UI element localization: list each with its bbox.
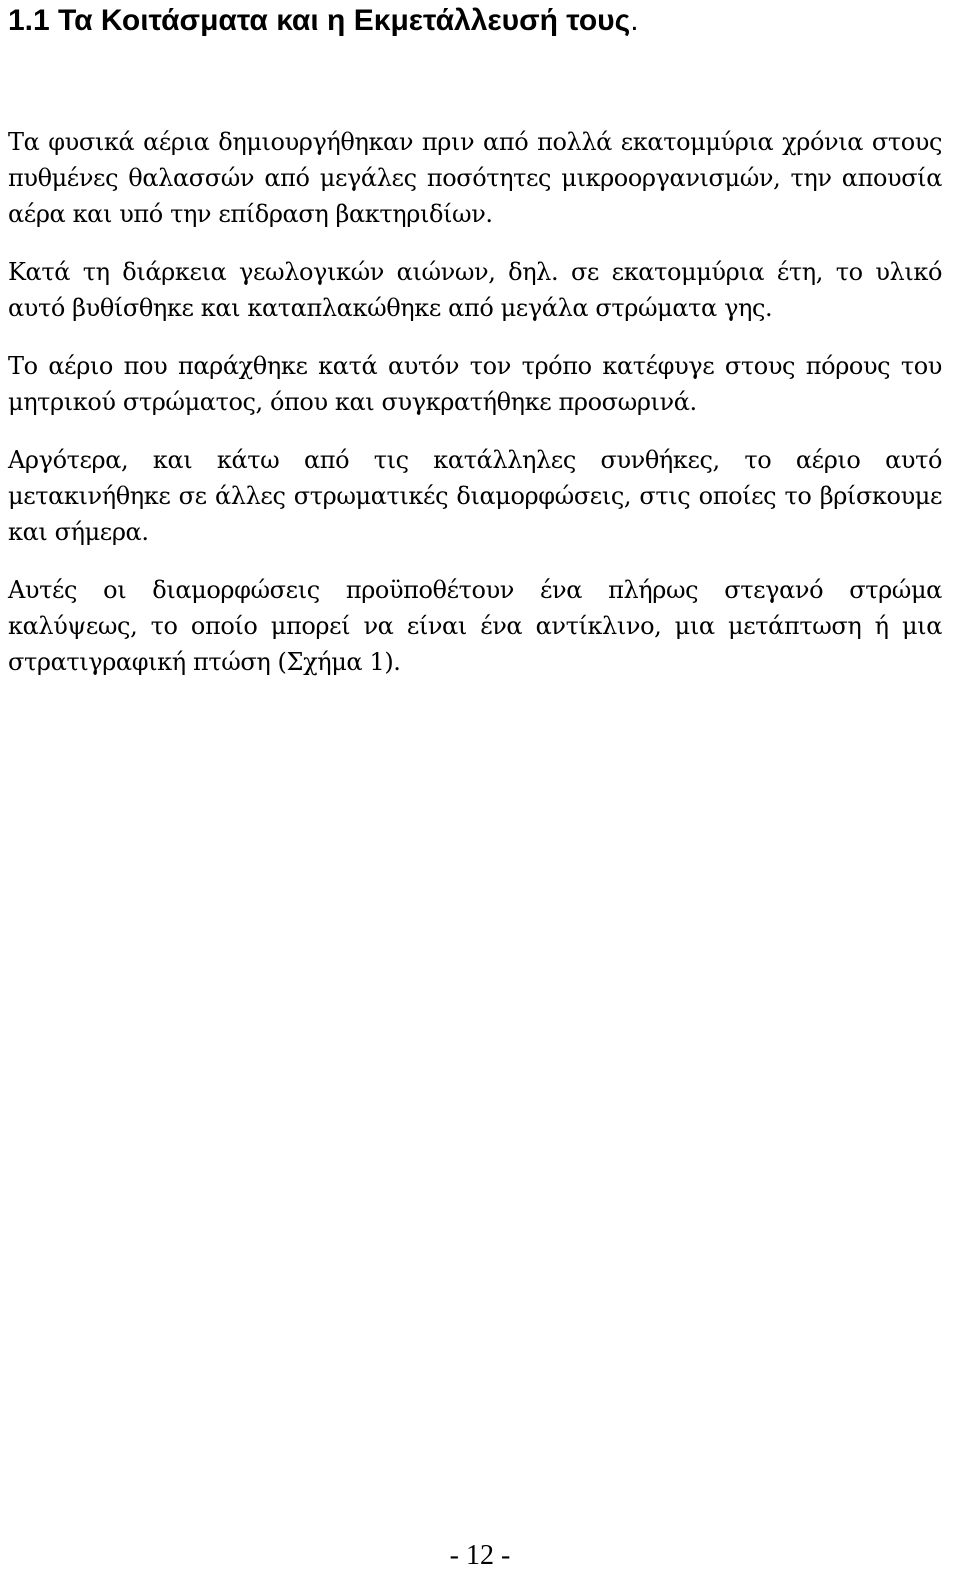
page-number: - 12 - xyxy=(449,1540,511,1571)
body-text xyxy=(8,124,942,702)
paragraph: Τα φυσικά αέρια δημιουργήθηκαν πριν από πολλά εκατομμύρια χρόνια στους πυθμένες θαλασσών από μεγάλες ποσότητες μικροοργανισμών, την απουσία αέρα και υπό την επίδραση βακτηριδίων. xyxy=(8,128,942,228)
paragraph: Αυτές οι διαμορφώσεις προϋποθέτουν ένα πλήρως στεγανό στρώμα καλύψεως, το οποίο μπορεί να είναι ένα αντίκλινο, μια μετάπτωση ή μια στρατιγραφική πτώση (Σχήμα 1). xyxy=(8,576,942,676)
paragraph: Κατά τη διάρκεια γεωλογικών αιώνων, δηλ. σε εκατομμύρια έτη, το υλικό αυτό βυθίσθηκε και καταπλακώθηκε από μεγάλα στρώματα γης. xyxy=(8,258,942,322)
section-heading-text: 1.1 Τα Κοιτάσματα και η Εκμετάλλευσή τους xyxy=(8,4,631,37)
section-heading xyxy=(8,2,639,40)
section-heading-period: . xyxy=(630,4,639,37)
paragraph: Το αέριο που παράχθηκε κατά αυτόν τον τρόπο κατέφυγε στους πόρους του μητρικού στρώματος, όπου και συγκρατήθηκε προσωρινά. xyxy=(8,352,942,416)
paragraph: Αργότερα, και κάτω από τις κατάλληλες συνθήκες, το αέριο αυτό μετακινήθηκε σε άλλες στρωματικές διαμορφώσεις, στις οποίες το βρίσκουμε και σήμερα. xyxy=(8,446,942,546)
